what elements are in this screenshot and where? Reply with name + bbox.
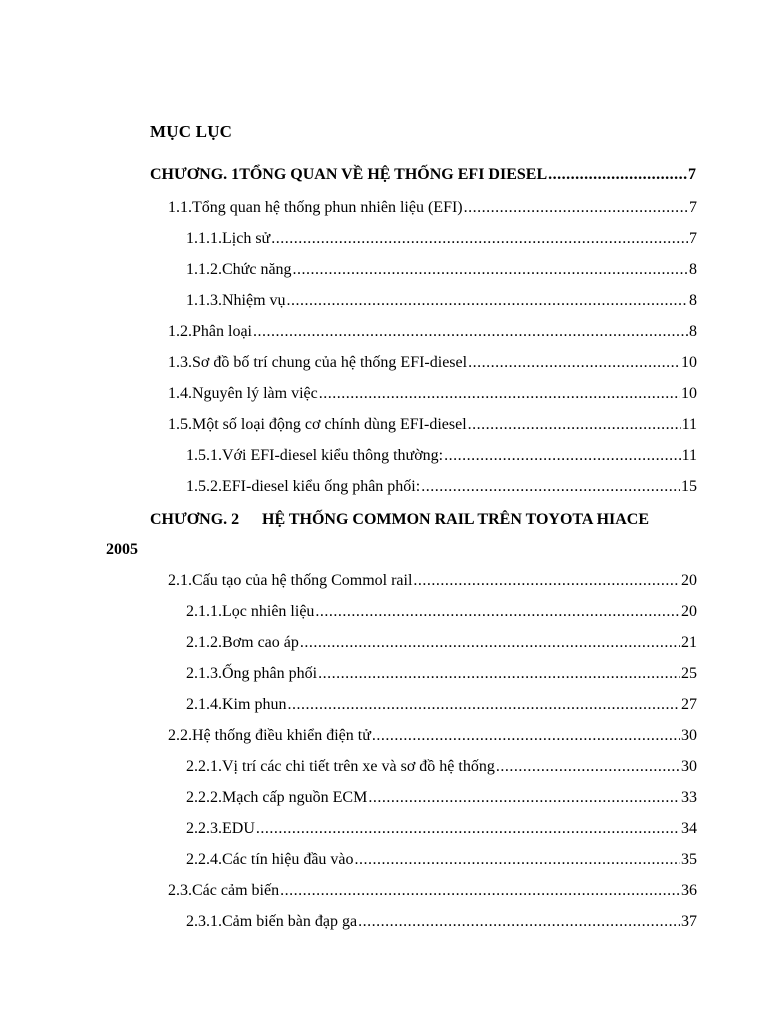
entry-number: 2.2. [168, 727, 192, 744]
toc-entry[interactable] [168, 571, 697, 591]
entry-number: 1.4. [168, 385, 192, 402]
entry-number: 1.1. [168, 199, 192, 216]
toc-entry[interactable] [186, 446, 697, 466]
dot-leader [271, 229, 688, 249]
dot-leader [468, 415, 681, 435]
toc-entry[interactable] [168, 353, 697, 373]
chapter-title: HỆ THỐNG COMMON RAIL TRÊN TOYOTA HIACE [262, 511, 650, 528]
toc-entry[interactable] [168, 881, 697, 901]
entry-title: Tổng quan hệ thống phun nhiên liệu (EFI) [192, 199, 463, 216]
page-number: 37 [681, 913, 697, 930]
entry-title: Với EFI-diesel kiểu thông thường: [222, 447, 444, 464]
toc-chapter-2[interactable] [150, 510, 696, 530]
entry-title: Nguyên lý làm việc [192, 385, 318, 402]
entry-title: EFI-diesel kiểu ống phân phối: [222, 478, 421, 495]
entry-number: 2.1.2. [186, 634, 222, 651]
dot-leader [253, 322, 688, 342]
entry-title: Một số loại động cơ chính dùng EFI-diesel [192, 416, 467, 433]
entry-number: 2.2.2. [186, 789, 222, 806]
dot-leader [358, 912, 680, 932]
page-number: 20 [681, 572, 697, 589]
toc-entry[interactable] [186, 633, 697, 653]
page-number: 36 [681, 882, 697, 899]
toc-entry[interactable] [186, 229, 697, 249]
page-number: 8 [689, 323, 697, 340]
entry-number: 2.2.1. [186, 758, 222, 775]
entry-number: 1.1.2. [186, 261, 222, 278]
page-number: 35 [681, 851, 697, 868]
toc-entry[interactable] [186, 819, 697, 839]
dot-leader [280, 881, 680, 901]
dot-leader [372, 726, 680, 746]
dot-leader [413, 571, 680, 591]
toc-entry[interactable] [186, 664, 697, 684]
toc-entry[interactable] [186, 850, 697, 870]
page-number: 25 [681, 665, 697, 682]
toc-entry[interactable] [168, 415, 697, 435]
page-number: 8 [689, 292, 697, 309]
page-number: 15 [681, 478, 697, 495]
entry-number: 2.3.1. [186, 913, 222, 930]
dot-leader [464, 198, 688, 218]
dot-leader [293, 260, 688, 280]
entry-number: 2.3. [168, 882, 192, 899]
entry-title: Hệ thống điều khiển điện tử [192, 727, 371, 744]
entry-title: Các tín hiệu đầu vào [222, 851, 354, 868]
page-number: 7 [689, 230, 697, 247]
page-number: 30 [681, 758, 697, 775]
entry-number: 1.1.1. [186, 230, 222, 247]
entry-number: 2.2.3. [186, 820, 222, 837]
entry-title: Lịch sử [222, 230, 271, 247]
toc-entry[interactable] [186, 912, 697, 932]
page-number: 8 [689, 261, 697, 278]
entry-number: 1.5.1. [186, 447, 222, 464]
entry-title: Nhiệm vụ [222, 292, 286, 309]
toc-chapter-1[interactable] [150, 165, 696, 185]
dot-leader [318, 664, 680, 684]
entry-title: Kim phun [222, 696, 287, 713]
toc-entry[interactable] [186, 757, 697, 777]
entry-title: Các cảm biến [192, 882, 280, 899]
dot-leader [548, 165, 687, 185]
entry-title: Ống phân phối [222, 665, 318, 682]
page-number: 30 [681, 727, 697, 744]
page-number: 10 [681, 385, 697, 402]
dot-leader [319, 384, 680, 404]
entry-number: 1.3. [168, 354, 192, 371]
toc-entry[interactable] [186, 477, 697, 497]
entry-title: Phân loại [192, 323, 252, 340]
toc-entry[interactable] [168, 384, 697, 404]
dot-leader [287, 695, 680, 715]
toc-entry[interactable] [168, 322, 697, 342]
dot-leader [368, 788, 680, 808]
page-number: 11 [681, 447, 697, 464]
chapter-number: CHƯƠNG. 1 [150, 166, 240, 183]
page-number: 7 [688, 166, 696, 183]
entry-number: 2.1.3. [186, 665, 222, 682]
entry-title: Mạch cấp nguồn ECM [222, 789, 368, 806]
entry-number: 1.1.3. [186, 292, 222, 309]
entry-title: Chức năng [222, 261, 292, 278]
entry-number: 2.2.4. [186, 851, 222, 868]
entry-number: 2.1.4. [186, 696, 222, 713]
toc-entry[interactable] [168, 726, 697, 746]
page-number: 7 [689, 199, 697, 216]
toc-entry[interactable] [186, 291, 697, 311]
dot-leader [287, 291, 688, 311]
chapter-title: TỔNG QUAN VỀ HỆ THỐNG EFI DIESEL [239, 166, 548, 183]
page-number: 21 [681, 634, 697, 651]
dot-leader [496, 757, 680, 777]
page-number: 27 [681, 696, 697, 713]
entry-number: 1.5.2. [186, 478, 222, 495]
entry-title: Cảm biến bàn đạp ga [222, 913, 358, 930]
entry-title: Sơ đồ bố trí chung của hệ thống EFI-diesel [192, 354, 468, 371]
entry-title: Lọc nhiên liệu [222, 603, 315, 620]
dot-leader [355, 850, 680, 870]
toc-heading: MỤC LỤC [150, 122, 233, 141]
page-number: 20 [681, 603, 697, 620]
toc-entry[interactable] [186, 260, 697, 280]
dot-leader [315, 602, 680, 622]
page-number: 34 [681, 820, 697, 837]
dot-leader [256, 819, 680, 839]
entry-number: 2.1. [168, 572, 192, 589]
dot-leader [444, 446, 680, 466]
entry-title: Cấu tạo của hệ thống Commol rail [192, 572, 413, 589]
dot-leader [421, 477, 680, 497]
dot-leader [468, 353, 680, 373]
page-number: 11 [681, 416, 697, 433]
chapter-number: CHƯƠNG. 2 [150, 511, 240, 528]
chapter-title-continuation: 2005 [106, 541, 138, 558]
entry-number: 1.5. [168, 416, 192, 433]
toc-entry[interactable] [168, 198, 697, 218]
page-number: 10 [681, 354, 697, 371]
entry-title: Vị trí các chi tiết trên xe và sơ đồ hệ thống [222, 758, 495, 775]
entry-number: 1.2. [168, 323, 192, 340]
entry-title: Bơm cao áp [222, 634, 299, 651]
entry-number: 2.1.1. [186, 603, 222, 620]
dot-leader [300, 633, 680, 653]
toc-entry[interactable] [186, 695, 697, 715]
entry-title: EDU [222, 820, 255, 837]
toc-entry[interactable] [186, 602, 697, 622]
toc-entry[interactable] [186, 788, 697, 808]
page-number: 33 [681, 789, 697, 806]
